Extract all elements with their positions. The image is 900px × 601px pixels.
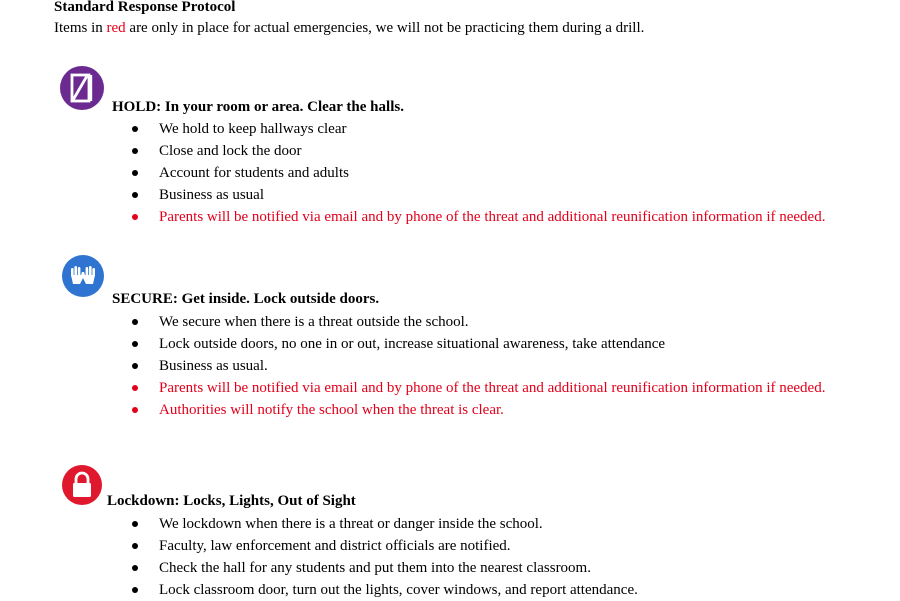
hold-door-icon: [60, 66, 104, 110]
list-item: We hold to keep hallways clear: [130, 118, 840, 140]
list-item: Authorities will notify the school when the threat is clear.: [130, 399, 840, 421]
list-item: Faculty, law enforcement and district officials are notified.: [130, 535, 840, 557]
list-item: Business as usual: [130, 184, 840, 206]
document-title: Standard Response Protocol: [54, 0, 236, 15]
lockdown-heading: Lockdown: Locks, Lights, Out of Sight: [107, 493, 356, 509]
list-item: Parents will be notified via email and by phone of the threat and additional reunification information if needed.: [130, 206, 840, 228]
lockdown-padlock-icon: [62, 465, 102, 505]
secure-hands-icon: [62, 255, 104, 297]
list-item: Check the hall for any students and put them into the nearest classroom.: [130, 557, 840, 579]
secure-heading: SECURE: Get inside. Lock outside doors.: [112, 291, 380, 307]
intro-suffix: are only in place for actual emergencies, we will not be practicing them during a drill.: [125, 20, 645, 36]
lockdown-list: [130, 513, 840, 601]
list-item: Close and lock the door: [130, 140, 840, 162]
list-item: We lockdown when there is a threat or danger inside the school.: [130, 513, 840, 535]
list-item: Lock outside doors, no one in or out, increase situational awareness, take attendance: [130, 333, 840, 355]
intro-text: [54, 19, 644, 37]
list-item: Lock classroom door, turn out the lights, cover windows, and report attendance.: [130, 579, 840, 601]
list-item: Business as usual.: [130, 355, 840, 377]
hold-list: [130, 118, 840, 228]
list-item: We secure when there is a threat outside the school.: [130, 311, 840, 333]
list-item: Parents will be notified via email and by phone of the threat and additional reunification information if needed.: [130, 377, 840, 399]
secure-list: [130, 311, 840, 421]
intro-highlight: red: [106, 20, 126, 36]
list-item: Account for students and adults: [130, 162, 840, 184]
intro-prefix: Items in: [54, 20, 107, 36]
hold-heading: HOLD: In your room or area. Clear the halls.: [112, 99, 404, 115]
